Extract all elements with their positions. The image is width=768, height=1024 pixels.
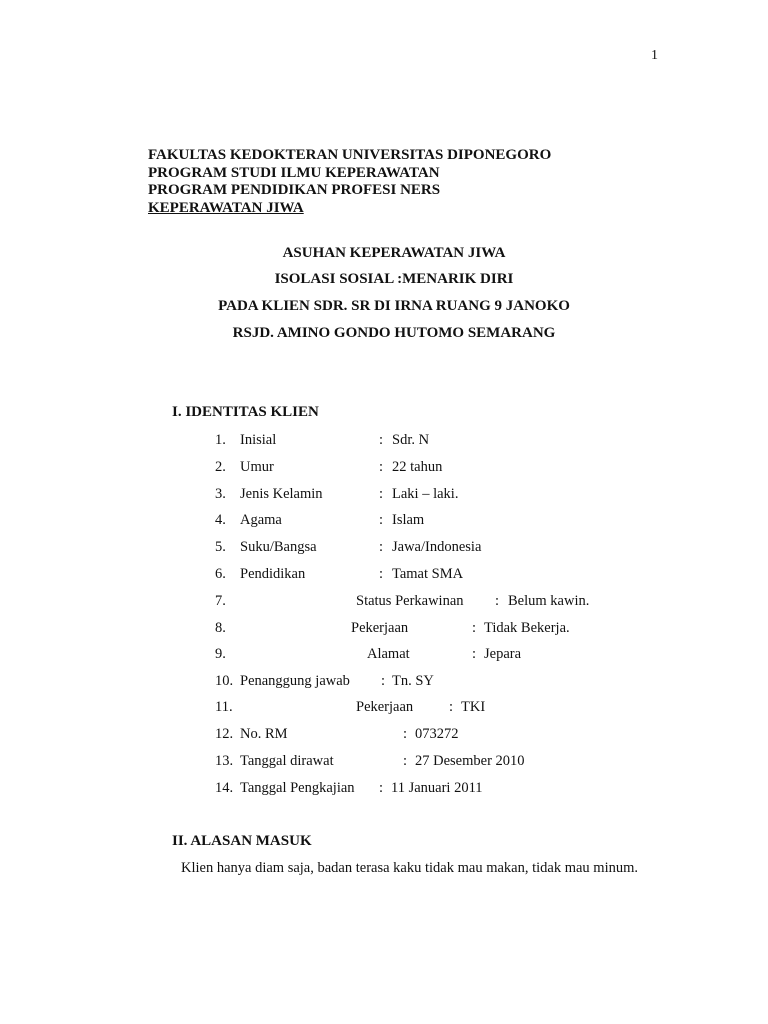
header-department: KEPERAWATAN JIWA	[148, 199, 304, 216]
row-label: Agama	[240, 512, 282, 528]
row-label: No. RM	[240, 726, 288, 742]
row-value: Tn. SY	[392, 673, 434, 689]
row-value: 073272	[415, 726, 459, 742]
row-value: TKI	[461, 699, 486, 715]
row-colon: :	[449, 699, 454, 715]
row-colon: :	[379, 539, 384, 555]
row-colon: :	[379, 780, 384, 796]
row-colon: :	[379, 459, 384, 475]
row-label: Umur	[240, 459, 274, 475]
row-value: Tamat SMA	[392, 566, 464, 582]
row-number: 3.	[215, 486, 226, 502]
row-colon: :	[379, 512, 384, 528]
row-label: Suku/Bangsa	[240, 539, 317, 555]
title-line-3: PADA KLIEN SDR. SR DI IRNA RUANG 9 JANOKO	[218, 298, 570, 314]
title-line-4: RSJD. AMINO GONDO HUTOMO SEMARANG	[232, 325, 556, 341]
page-number: 1	[651, 48, 658, 63]
row-number: 1.	[215, 432, 226, 448]
row-number: 9.	[215, 646, 226, 662]
row-number: 10.	[215, 673, 234, 689]
row-colon: :	[495, 593, 500, 609]
row-number: 2.	[215, 459, 226, 475]
row-label: Tanggal dirawat	[240, 753, 334, 769]
row-colon: :	[379, 432, 384, 448]
row-label: Jenis Kelamin	[240, 486, 323, 502]
row-number: 13.	[215, 753, 234, 769]
row-number: 14.	[215, 780, 234, 796]
row-value: Islam	[392, 512, 425, 528]
row-label: Alamat	[367, 646, 410, 662]
row-colon: :	[379, 566, 384, 582]
header-study-program: PROGRAM STUDI ILMU KEPERAWATAN	[148, 164, 440, 181]
row-number: 8.	[215, 620, 226, 636]
row-colon: :	[379, 486, 384, 502]
row-value: Tidak Bekerja.	[484, 620, 570, 636]
header-profession-program: PROGRAM PENDIDIKAN PROFESI NERS	[148, 182, 441, 198]
row-number: 4.	[215, 512, 226, 528]
row-colon: :	[403, 726, 408, 742]
document-header	[148, 147, 551, 217]
row-label: Tanggal Pengkajian	[240, 780, 355, 796]
row-colon: :	[472, 620, 477, 636]
row-value: Jepara	[484, 646, 522, 662]
row-value: 27 Desember 2010	[415, 753, 525, 769]
row-colon: :	[403, 753, 408, 769]
title-line-2: ISOLASI SOSIAL :MENARIK DIRI	[274, 271, 514, 287]
row-label: Status Perkawinan	[356, 593, 464, 609]
row-label: Pendidikan	[240, 566, 306, 582]
row-label: Pekerjaan	[356, 699, 414, 715]
row-colon: :	[381, 673, 386, 689]
row-value: Jawa/Indonesia	[392, 539, 482, 555]
row-number: 6.	[215, 566, 226, 582]
row-label: Penanggung jawab	[240, 673, 350, 689]
row-number: 5.	[215, 539, 226, 555]
row-number: 12.	[215, 726, 234, 742]
row-colon: :	[472, 646, 477, 662]
row-label: Pekerjaan	[351, 620, 409, 636]
row-number: 7.	[215, 593, 226, 609]
row-value: 11 Januari 2011	[391, 780, 483, 796]
header-faculty: FAKULTAS KEDOKTERAN UNIVERSITAS DIPONEGORO	[148, 147, 552, 163]
section-identity-heading: I. IDENTITAS KLIEN	[172, 404, 319, 420]
reason-paragraph: Klien hanya diam saja, badan terasa kaku tidak mau makan, tidak mau minum.	[181, 860, 639, 876]
row-value: 22 tahun	[392, 459, 443, 475]
title-line-1: ASUHAN KEPERAWATAN JIWA	[282, 245, 506, 261]
row-number: 11.	[215, 699, 233, 715]
row-value: Sdr. N	[392, 432, 430, 448]
row-label: Inisial	[240, 432, 277, 448]
section-reason-heading: II. ALASAN MASUK	[172, 833, 312, 849]
row-value: Belum kawin.	[508, 593, 590, 609]
row-value: Laki – laki.	[392, 486, 459, 502]
